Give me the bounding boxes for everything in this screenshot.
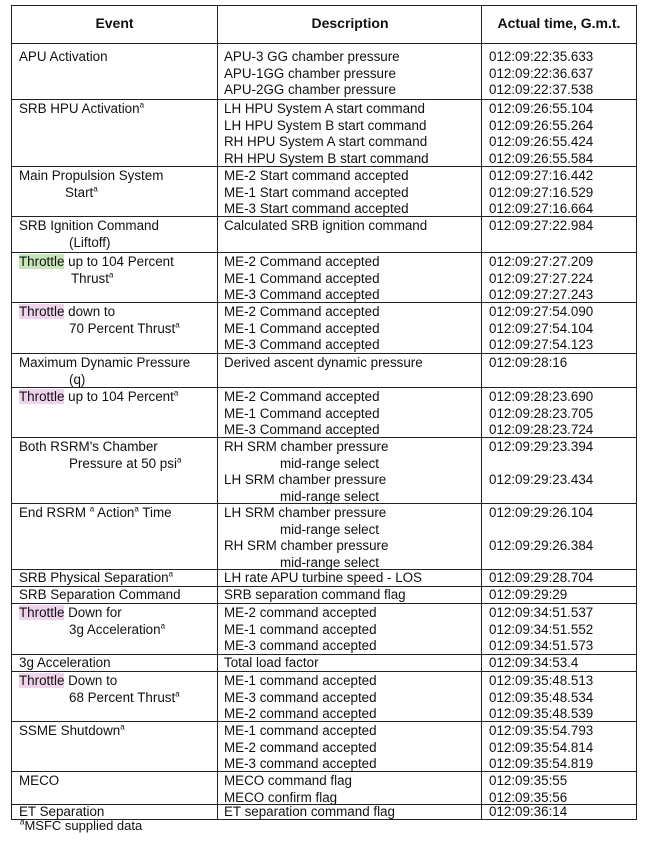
event-cell: Maximum Dynamic Pressure (q) bbox=[19, 355, 191, 387]
header-description: Description bbox=[311, 15, 389, 31]
table-row bbox=[12, 587, 636, 604]
time-cell: 012:09:26:55.104 012:09:26:55.264 012:09:26:55.424 012:09:26:55.584 bbox=[489, 101, 594, 166]
event-cell: Throttle up to 104 Percent Thrust$^a$ bbox=[19, 254, 174, 286]
time-cell: 012:09:35:55 012:09:35:56 bbox=[489, 773, 568, 805]
description-cell: ME-2 Command accepted ME-1 Command accepted ME-3 Command accepted bbox=[224, 304, 380, 353]
event-cell: Throttle up to 104 Percent$^a$ bbox=[19, 388, 179, 404]
description-cell: RH SRM chamber pressure mid-range select LH SRM chamber pressure mid-range select bbox=[224, 439, 389, 504]
table-row bbox=[12, 604, 636, 655]
description-cell: Total load factor bbox=[224, 655, 319, 670]
table-row bbox=[12, 100, 636, 167]
table-row bbox=[12, 217, 636, 253]
time-cell: 012:09:28:16 bbox=[489, 355, 568, 370]
description-cell: LH HPU System A start command LH HPU System B start command RH HPU System A start command RH HPU System B start command bbox=[224, 101, 429, 166]
time-cell: 012:09:27:16.442 012:09:27:16.529 012:09:27:16.664 bbox=[489, 168, 594, 217]
description-cell: Derived ascent dynamic pressure bbox=[224, 355, 423, 370]
description-cell: ET separation command flag bbox=[224, 804, 395, 819]
description-cell: MECO command flag MECO confirm flag bbox=[224, 773, 352, 805]
time-cell: 012:09:28:23.690 012:09:28:23.705 012:09:28:23.724 bbox=[489, 389, 594, 438]
event-cell: SRB Physical Separation$^a$ bbox=[19, 569, 174, 585]
table-row bbox=[12, 303, 636, 354]
event-cell: Throttle down to 70 Percent Thrust$^a$ bbox=[19, 304, 180, 336]
event-cell: ET Separation bbox=[19, 804, 105, 819]
description-cell: LH rate APU turbine speed - LOS bbox=[224, 570, 422, 585]
event-cell: MECO bbox=[19, 773, 60, 788]
time-cell: 012:09:27:27.209 012:09:27:27.224 012:09:27:27.243 bbox=[489, 254, 594, 303]
time-cell: 012:09:35:48.513 012:09:35:48.534 012:09:35:48.539 bbox=[489, 673, 594, 722]
table-row bbox=[12, 167, 636, 217]
table-row bbox=[12, 672, 636, 722]
table-row bbox=[12, 570, 636, 587]
time-cell: 012:09:22:35.633 012:09:22:36.637 012:09:22:37.538 bbox=[489, 49, 594, 98]
highlight-throttle: Throttle bbox=[19, 304, 65, 319]
time-cell: 012:09:29:29 bbox=[489, 587, 568, 602]
event-cell: 3g Acceleration bbox=[19, 655, 111, 670]
table-row bbox=[12, 44, 636, 100]
highlight-throttle: Throttle bbox=[19, 673, 65, 688]
time-cell: 012:09:29:28.704 bbox=[489, 570, 594, 585]
table-row bbox=[12, 772, 636, 805]
description-cell: SRB separation command flag bbox=[224, 587, 406, 602]
event-cell: Throttle Down for 3g Acceleration$^a$ bbox=[19, 605, 166, 637]
event-cell: Throttle Down to 68 Percent Thrust$^a$ bbox=[19, 673, 180, 705]
event-cell: SRB HPU Activation$^a$ bbox=[19, 100, 145, 116]
header-event: Event bbox=[95, 15, 134, 31]
highlight-throttle: Throttle bbox=[19, 254, 65, 269]
table-row bbox=[12, 388, 636, 438]
event-table bbox=[11, 5, 637, 820]
description-cell: APU-3 GG chamber pressure APU-1GG chamber pressure APU-2GG chamber pressure bbox=[224, 49, 400, 98]
time-cell: 012:09:34:51.537 012:09:34:51.552 012:09:34:51.573 bbox=[489, 605, 594, 654]
time-cell: 012:09:27:22.984 bbox=[489, 218, 594, 233]
description-cell: Calculated SRB ignition command bbox=[224, 218, 428, 233]
table-row bbox=[12, 438, 636, 504]
event-cell: Both RSRM's Chamber Pressure at 50 psi$^a$ bbox=[19, 439, 182, 471]
table-row bbox=[12, 805, 636, 819]
time-cell: 012:09:35:54.793 012:09:35:54.814 012:09:35:54.819 bbox=[489, 723, 594, 772]
table-header bbox=[12, 6, 636, 44]
event-cell: SRB Ignition Command (Liftoff) bbox=[19, 218, 159, 250]
description-cell: ME-1 command accepted ME-3 command accepted ME-2 command accepted bbox=[224, 673, 377, 722]
description-cell: ME-1 command accepted ME-2 command accepted ME-3 command accepted bbox=[224, 723, 377, 772]
header-time: Actual time, G.m.t. bbox=[497, 15, 621, 31]
description-cell: ME-2 Start command accepted ME-1 Start command accepted ME-3 Start command accepted bbox=[224, 168, 409, 217]
time-cell: 012:09:34:53.4 bbox=[489, 655, 579, 670]
description-cell: ME-2 Command accepted ME-1 Command accepted ME-3 Command accepted bbox=[224, 254, 380, 303]
event-cell: SSME Shutdown$^a$ bbox=[19, 722, 125, 738]
event-cell: SRB Separation Command bbox=[19, 587, 181, 602]
highlight-throttle: Throttle bbox=[19, 389, 65, 404]
table-row bbox=[12, 655, 636, 672]
time-cell: 012:09:27:54.090 012:09:27:54.104 012:09:27:54.123 bbox=[489, 304, 594, 353]
highlight-throttle: Throttle bbox=[19, 605, 65, 620]
event-cell: APU Activation bbox=[19, 49, 108, 64]
time-cell: 012:09:29:23.394 012:09:29:23.434 bbox=[489, 439, 594, 488]
event-cell: Main Propulsion System Start$^a$ bbox=[19, 168, 164, 200]
table-row bbox=[12, 722, 636, 772]
footnote: $^a$MSFC supplied data bbox=[20, 817, 143, 833]
time-cell: 012:09:29:26.104 012:09:29:26.384 bbox=[489, 505, 594, 554]
description-cell: ME-2 Command accepted ME-1 Command accepted ME-3 Command accepted bbox=[224, 389, 380, 438]
table-row bbox=[12, 354, 636, 388]
event-cell: End RSRM $^a$ Action$^a$ Time bbox=[19, 504, 172, 520]
description-cell: ME-2 command accepted ME-1 command accepted ME-3 command accepted bbox=[224, 605, 377, 654]
time-cell: 012:09:36:14 bbox=[489, 804, 568, 819]
table-row bbox=[12, 504, 636, 570]
table-row bbox=[12, 253, 636, 303]
description-cell: LH SRM chamber pressure mid-range select RH SRM chamber pressure mid-range select bbox=[224, 505, 389, 570]
